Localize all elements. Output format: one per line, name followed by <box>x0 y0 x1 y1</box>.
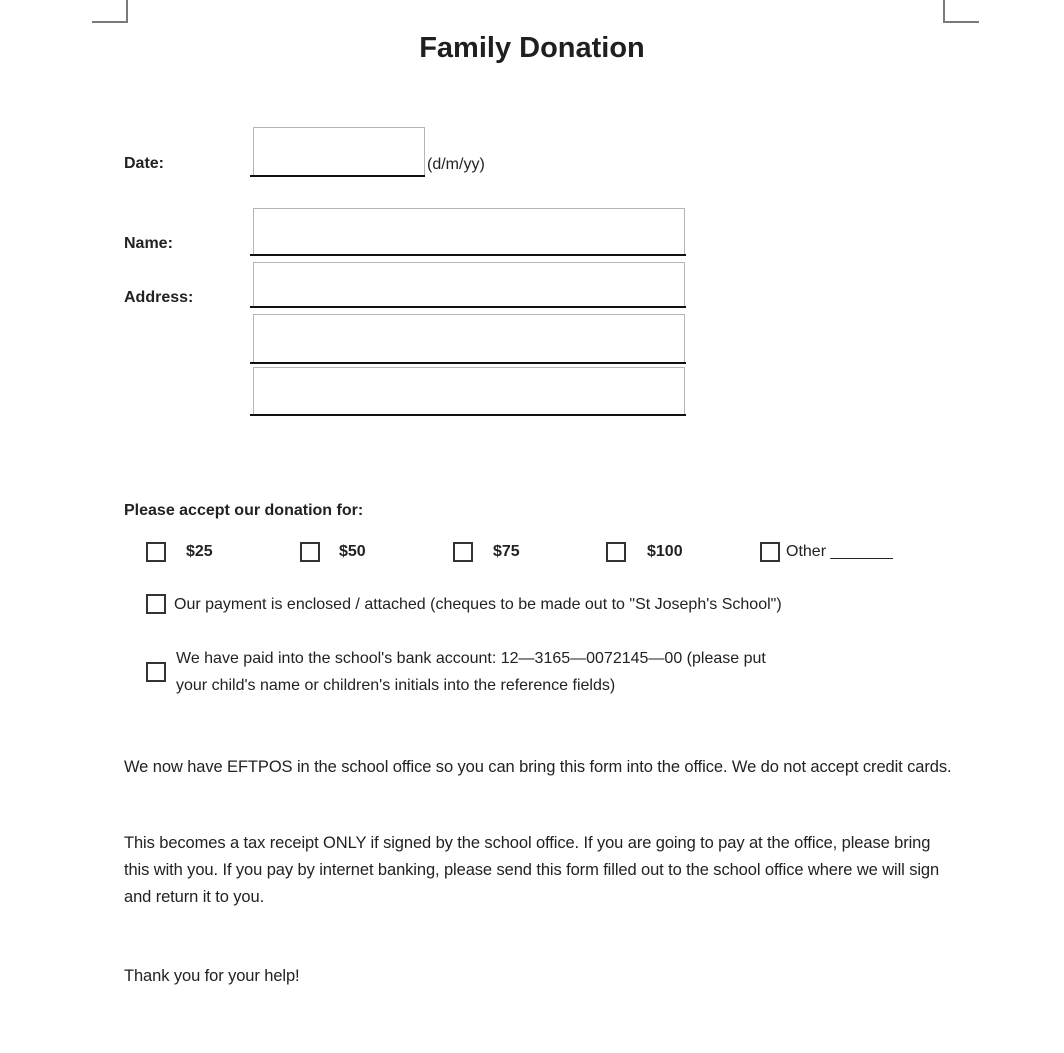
amount-100-label: $100 <box>647 543 683 560</box>
amount-50-label: $50 <box>339 543 366 560</box>
address-line-3-input[interactable] <box>253 367 685 415</box>
eftpos-note: We now have EFTPOS in the school office so you can bring this form into the office. We do not accept credit cards. <box>124 758 952 776</box>
address-label: Address: <box>124 289 194 306</box>
amount-50-checkbox[interactable] <box>300 542 320 562</box>
name-label: Name: <box>124 235 173 252</box>
name-input[interactable] <box>253 208 685 256</box>
crop-mark-right <box>943 0 979 23</box>
address-line-2-underline <box>250 362 686 364</box>
amount-75-label: $75 <box>493 543 520 560</box>
thank-you-note: Thank you for your help! <box>124 967 300 985</box>
date-input[interactable] <box>253 127 425 177</box>
tax-receipt-note: This becomes a tax receipt ONLY if signed by the school office. If you are going to pay at the office, please bring this with you. If you pay by internet banking, please send this form filled out to the school office where we will sign and return it to you. <box>124 834 940 906</box>
address-line-1-input[interactable] <box>253 262 685 308</box>
amount-other-label: Other _______ <box>786 543 893 560</box>
address-line-2-input[interactable] <box>253 314 685 363</box>
donation-prompt: Please accept our donation for: <box>124 502 364 519</box>
crop-mark-left <box>92 0 128 23</box>
payment-enclosed-text: Our payment is enclosed / attached (cheques to be made out to "St Joseph's School") <box>174 596 782 613</box>
amount-75-checkbox[interactable] <box>453 542 473 562</box>
payment-enclosed-checkbox[interactable] <box>146 594 166 614</box>
date-underline <box>250 175 425 177</box>
date-format-hint: (d/m/yy) <box>427 156 485 173</box>
address-line-1-underline <box>250 306 686 308</box>
page-title: Family Donation <box>419 32 645 64</box>
address-line-3-underline <box>250 414 686 416</box>
amount-other-checkbox[interactable] <box>760 542 780 562</box>
payment-bank-text-line-2: your child's name or children's initials into the reference fields) <box>176 677 616 694</box>
amount-100-checkbox[interactable] <box>606 542 626 562</box>
payment-bank-checkbox[interactable] <box>146 662 166 682</box>
amount-25-label: $25 <box>186 543 213 560</box>
payment-bank-text-line-1: We have paid into the school's bank account: 12—3165—0072145—00 (please put <box>176 650 766 667</box>
amount-25-checkbox[interactable] <box>146 542 166 562</box>
name-underline <box>250 254 686 256</box>
date-label: Date: <box>124 155 165 172</box>
